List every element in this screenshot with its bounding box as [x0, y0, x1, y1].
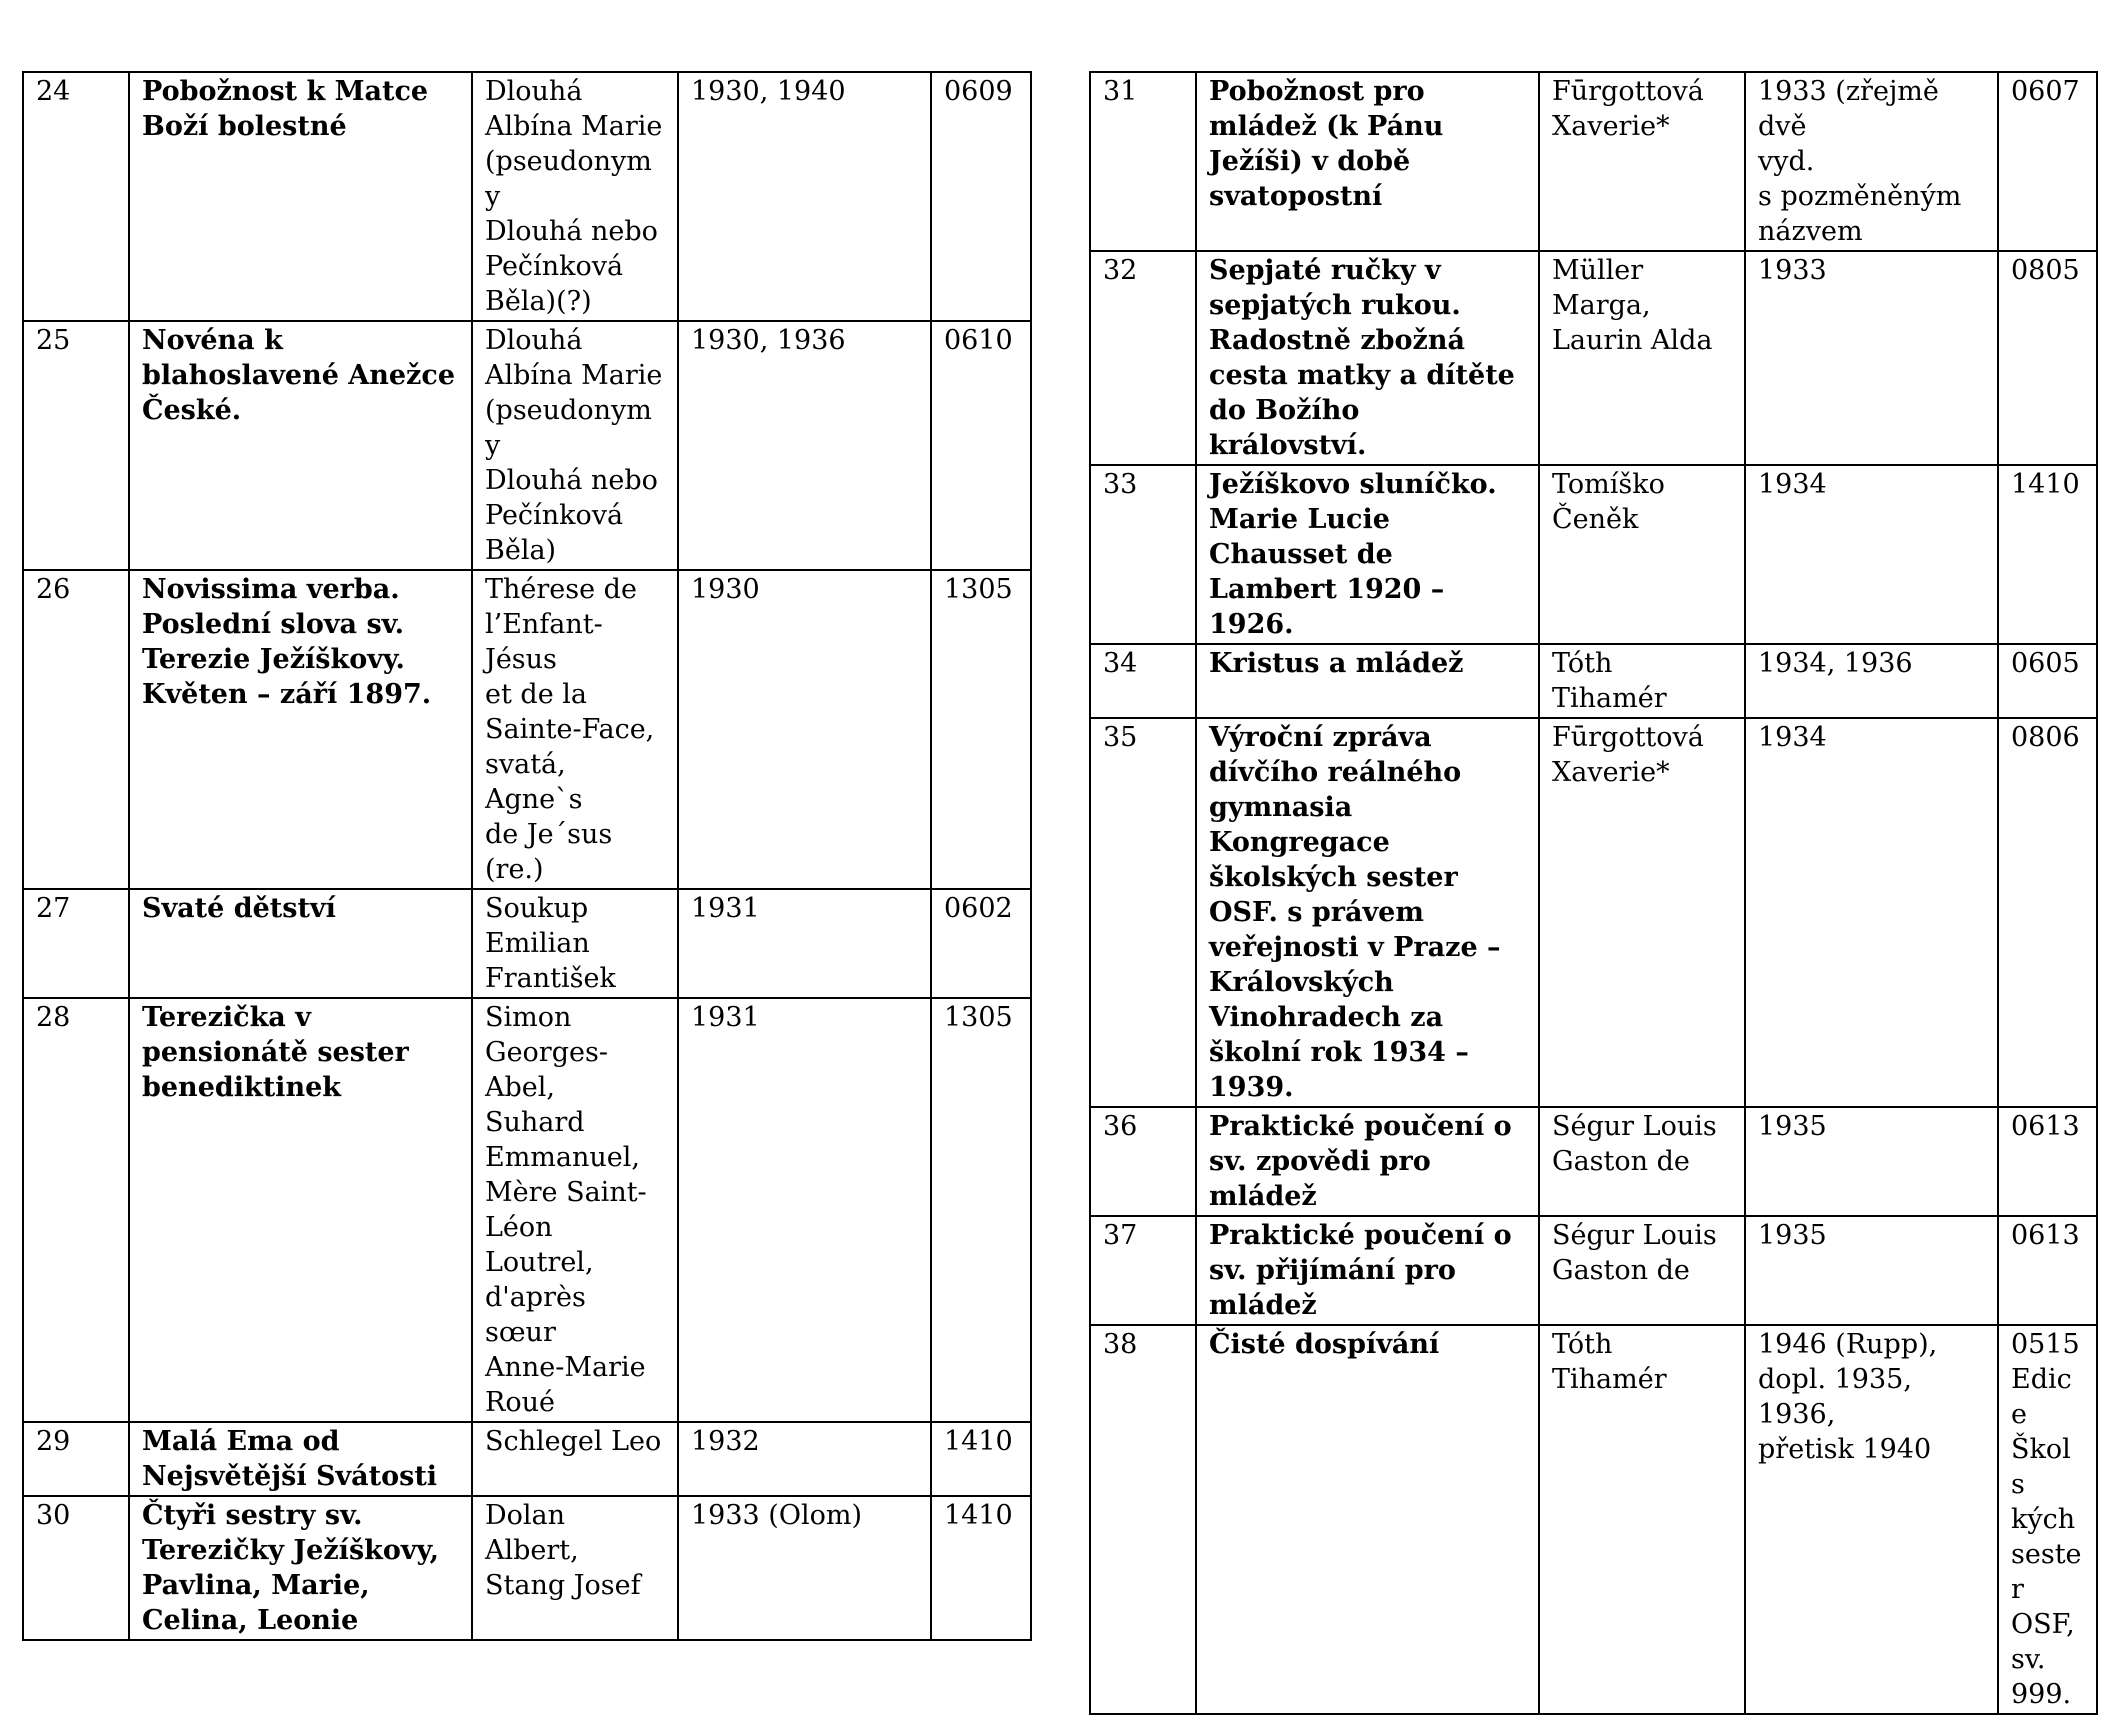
entry-code-line: 1410	[2011, 469, 2080, 500]
entry-code-line: 1305	[944, 574, 1013, 605]
entry-author	[472, 570, 678, 889]
entry-years-line: názvem	[1758, 216, 1863, 247]
entry-title: Terezička v pensionátě sester benediktinek	[129, 998, 472, 1422]
catalog-table-left-body	[23, 72, 1031, 1640]
entry-author-line: Soukup	[485, 893, 589, 924]
entry-years	[1745, 465, 1998, 644]
table-row	[23, 570, 1031, 889]
entry-author	[1539, 1325, 1745, 1714]
entry-author	[1539, 718, 1745, 1107]
entry-author-line: František	[485, 963, 616, 994]
entry-code	[1998, 465, 2097, 644]
entry-number: 29	[23, 1422, 129, 1496]
entry-title: Čtyři sestry sv. Terezičky Ježíškovy, Pavlina, Marie, Celina, Leonie	[129, 1496, 472, 1640]
table-row	[1090, 1325, 2097, 1714]
entry-author	[1539, 1107, 1745, 1216]
entry-years	[1745, 1216, 1998, 1325]
entry-number: 34	[1090, 644, 1196, 718]
entry-code-line: 0805	[2011, 255, 2080, 286]
entry-author	[472, 321, 678, 570]
entry-author-line: Xaverie*	[1552, 111, 1670, 142]
table-row	[1090, 251, 2097, 465]
entry-author-line: Tóth Tihamér	[1552, 648, 1667, 714]
entry-code	[931, 1496, 1031, 1640]
entry-years-line: 1935	[1758, 1111, 1827, 1142]
entry-author-line: Schlegel Leo	[485, 1426, 662, 1457]
entry-author	[1539, 251, 1745, 465]
entry-number: 27	[23, 889, 129, 998]
table-row	[23, 321, 1031, 570]
entry-author-line: Ségur Louis	[1552, 1111, 1717, 1142]
entry-code-line: 0607	[2011, 76, 2080, 107]
entry-code-line: 1305	[944, 1002, 1013, 1033]
entry-number: 26	[23, 570, 129, 889]
entry-years	[1745, 1107, 1998, 1216]
entry-title: Praktické poučení o sv. zpovědi pro mládež	[1196, 1107, 1539, 1216]
entry-code-line: sv.	[2011, 1644, 2046, 1675]
entry-code	[1998, 1325, 2097, 1714]
entry-number: 30	[23, 1496, 129, 1640]
entry-title: Novissima verba. Poslední slova sv. Terezie Ježíškovy. Květen – září 1897.	[129, 570, 472, 889]
entry-code-line: OSF,	[2011, 1609, 2075, 1640]
entry-title: Pobožnost k Matce Boží bolestné	[129, 72, 472, 321]
entry-code	[931, 889, 1031, 998]
entry-author-line: Xaverie*	[1552, 757, 1670, 788]
entry-code-line: sester	[2011, 1539, 2082, 1605]
entry-author	[472, 1496, 678, 1640]
entry-author-line: Dlouhá	[485, 76, 583, 107]
entry-code-line: 0613	[2011, 1220, 2080, 1251]
entry-code	[1998, 72, 2097, 251]
entry-author-line: (pseudonymy	[485, 146, 652, 212]
entry-years	[1745, 1325, 1998, 1714]
entry-years-line: 1931	[691, 893, 760, 924]
entry-code-line: 0610	[944, 325, 1013, 356]
entry-author-line: Marga,	[1552, 290, 1651, 321]
entry-code	[1998, 251, 2097, 465]
entry-title: Sepjaté ručky v sepjatých rukou. Radostně zbožná cesta matky a dítěte do Božího království.	[1196, 251, 1539, 465]
entry-years	[1745, 251, 1998, 465]
entry-years	[678, 570, 931, 889]
entry-author-line: Gaston de	[1552, 1146, 1690, 1177]
entry-author-line: Anne-Marie	[485, 1352, 646, 1383]
entry-number: 32	[1090, 251, 1196, 465]
entry-years-line: 1933	[1758, 255, 1827, 286]
entry-author-line: et de la	[485, 679, 587, 710]
entry-years-line: přetisk 1940	[1758, 1434, 1932, 1465]
entry-author-line: Čeněk	[1552, 504, 1639, 535]
entry-code	[931, 1422, 1031, 1496]
entry-author	[1539, 465, 1745, 644]
entry-code-line: kých	[2011, 1504, 2076, 1535]
entry-number: 35	[1090, 718, 1196, 1107]
entry-author-line: Dlouhá	[485, 325, 583, 356]
entry-years-line: 1934	[1758, 722, 1827, 753]
entry-years-line: 1930, 1936	[691, 325, 846, 356]
entry-years-line: 1931	[691, 1002, 760, 1033]
entry-author-line: Dlouhá nebo	[485, 216, 658, 247]
catalog-table-right-body	[1090, 72, 2097, 1714]
entry-years	[1745, 644, 1998, 718]
entry-author	[472, 1422, 678, 1496]
entry-number: 28	[23, 998, 129, 1422]
entry-author-line: Emmanuel,	[485, 1142, 640, 1173]
catalog-table-right	[1089, 71, 2098, 1715]
entry-author-line: Pečínková	[485, 500, 624, 531]
entry-number: 38	[1090, 1325, 1196, 1714]
entry-code-line: 0613	[2011, 1111, 2080, 1142]
entry-years-line: 1946 (Rupp),	[1758, 1329, 1938, 1360]
entry-title: Novéna k blahoslavené Anežce České.	[129, 321, 472, 570]
entry-code-line: 0609	[944, 76, 1013, 107]
entry-number: 25	[23, 321, 129, 570]
entry-title: Pobožnost pro mládež (k Pánu Ježíši) v době svatopostní	[1196, 72, 1539, 251]
entry-title: Ježíškovo sluníčko. Marie Lucie Chausset de Lambert 1920 – 1926.	[1196, 465, 1539, 644]
entry-number: 37	[1090, 1216, 1196, 1325]
entry-years	[678, 998, 931, 1422]
entry-author	[472, 998, 678, 1422]
entry-code	[1998, 718, 2097, 1107]
entry-author-line: Tomíško	[1552, 469, 1665, 500]
entry-author	[1539, 1216, 1745, 1325]
table-row	[1090, 718, 2097, 1107]
entry-number: 33	[1090, 465, 1196, 644]
entry-author-line: (pseudonymy	[485, 395, 652, 461]
table-row	[1090, 465, 2097, 644]
entry-code-line: Edice	[2011, 1364, 2072, 1430]
entry-number: 36	[1090, 1107, 1196, 1216]
entry-years	[678, 889, 931, 998]
entry-number: 31	[1090, 72, 1196, 251]
entry-code-line: Škols	[2011, 1434, 2071, 1500]
entry-years	[1745, 72, 1998, 251]
entry-title: Svaté dětství	[129, 889, 472, 998]
entry-code-line: 999.	[2011, 1679, 2072, 1710]
entry-author-line: Tóth Tihamér	[1552, 1329, 1667, 1395]
entry-years	[678, 1422, 931, 1496]
entry-code	[1998, 644, 2097, 718]
entry-years	[1745, 718, 1998, 1107]
entry-author-line: Laurin Alda	[1552, 325, 1713, 356]
entry-years-line: 1934, 1936	[1758, 648, 1913, 679]
entry-years	[678, 1496, 931, 1640]
entry-code-line: 0806	[2011, 722, 2080, 753]
entry-title: Praktické poučení o sv. přijímání pro mládež	[1196, 1216, 1539, 1325]
entry-code	[1998, 1107, 2097, 1216]
entry-years	[678, 321, 931, 570]
entry-author-line: Thérese de	[485, 574, 637, 605]
table-row	[23, 72, 1031, 321]
entry-years-line: s pozměněným	[1758, 181, 1962, 212]
entry-number: 24	[23, 72, 129, 321]
entry-author-line: Georges-Abel,	[485, 1037, 608, 1103]
entry-author-line: Emilian	[485, 928, 590, 959]
entry-code	[931, 998, 1031, 1422]
table-row	[1090, 1107, 2097, 1216]
entry-author	[1539, 644, 1745, 718]
table-row	[1090, 644, 2097, 718]
entry-years-line: 1933 (Olom)	[691, 1500, 862, 1531]
catalog-table-left	[22, 71, 1032, 1641]
entry-code-line: 1410	[944, 1500, 1013, 1531]
entry-author-line: Dolan Albert,	[485, 1500, 579, 1566]
table-row	[23, 1496, 1031, 1640]
entry-author-line: Běla)(?)	[485, 286, 592, 317]
entry-code	[931, 570, 1031, 889]
entry-years-line: dopl. 1935, 1936,	[1758, 1364, 1912, 1430]
entry-author-line: de Je´sus (re.)	[485, 819, 613, 885]
entry-years-line: 1935	[1758, 1220, 1827, 1251]
entry-author-line: Mère Saint-	[485, 1177, 647, 1208]
entry-code	[931, 321, 1031, 570]
entry-author-line: Gaston de	[1552, 1255, 1690, 1286]
entry-code-line: 0602	[944, 893, 1013, 924]
entry-years	[678, 72, 931, 321]
entry-author-line: Léon Loutrel,	[485, 1212, 594, 1278]
entry-author-line: Dlouhá nebo	[485, 465, 658, 496]
entry-author-line: Stang Josef	[485, 1570, 641, 1601]
entry-author-line: Pečínková	[485, 251, 624, 282]
entry-years-line: 1933 (zřejmě dvě	[1758, 76, 1939, 142]
entry-author-line: Roué	[485, 1387, 555, 1418]
table-row	[23, 889, 1031, 998]
entry-years-line: 1930, 1940	[691, 76, 846, 107]
entry-author-line: Ségur Louis	[1552, 1220, 1717, 1251]
entry-author-line: Müller	[1552, 255, 1644, 286]
entry-years-line: 1934	[1758, 469, 1827, 500]
entry-title: Výroční zpráva dívčího reálného gymnasia Kongregace školských sester OSF. s právem veřejnosti v Praze – Královských Vinohradech za školní rok 1934 – 1939.	[1196, 718, 1539, 1107]
table-row	[23, 1422, 1031, 1496]
entry-code	[1998, 1216, 2097, 1325]
entry-author-line: svatá, Agne`s	[485, 749, 583, 815]
entry-years-line: vyd.	[1758, 146, 1815, 177]
entry-author-line: Albína Marie	[485, 360, 663, 391]
entry-author-line: l’Enfant-Jésus	[485, 609, 603, 675]
entry-code-line: 0605	[2011, 648, 2080, 679]
entry-author-line: Sainte-Face,	[485, 714, 655, 745]
entry-title: Kristus a mládež	[1196, 644, 1539, 718]
entry-code	[931, 72, 1031, 321]
entry-years-line: 1930	[691, 574, 760, 605]
table-row	[1090, 72, 2097, 251]
entry-author-line: Fūrgottová	[1552, 76, 1704, 107]
entry-title: Čisté dospívání	[1196, 1325, 1539, 1714]
entry-author-line: d'après sœur	[485, 1282, 586, 1348]
entry-author	[472, 72, 678, 321]
entry-author	[472, 889, 678, 998]
entry-author-line: Suhard	[485, 1107, 585, 1138]
entry-author-line: Albína Marie	[485, 111, 663, 142]
entry-author	[1539, 72, 1745, 251]
entry-code-line: 1410	[944, 1426, 1013, 1457]
entry-title: Malá Ema od Nejsvětější Svátosti	[129, 1422, 472, 1496]
table-row	[23, 998, 1031, 1422]
entry-years-line: 1932	[691, 1426, 760, 1457]
entry-code-line: 0515	[2011, 1329, 2080, 1360]
entry-author-line: Simon	[485, 1002, 572, 1033]
entry-author-line: Fūrgottová	[1552, 722, 1704, 753]
entry-author-line: Běla)	[485, 535, 557, 566]
table-row	[1090, 1216, 2097, 1325]
